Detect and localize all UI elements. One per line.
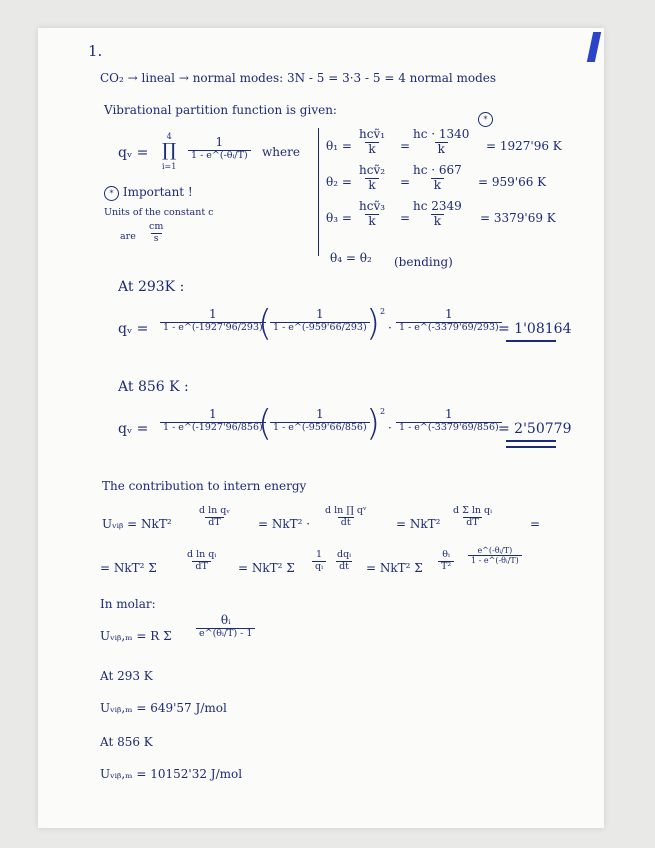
uvib1-f2 [322,506,369,529]
product-operator [162,132,176,171]
result856-value: Uᵥᵢᵦ,ₘ = 10152'32 J/mol [100,767,243,781]
molar-fraction [196,614,255,640]
at293-t1-den: 1 - e^(-1927'96/293) [160,322,266,334]
uvib2-f3-num: dqᵢ [337,549,352,560]
at293-paren-close: ) [366,303,381,344]
uvib2-f2 [312,550,326,573]
at856-square: 2 [380,407,386,416]
qv-lhs: qᵥ = [118,145,149,161]
at856-term3 [396,408,502,434]
uvib1-mid: = NkT² · [258,517,311,531]
uvib2-f2-num: 1 [315,549,323,560]
at293-square: 2 [380,307,386,316]
theta1-equals: = [400,139,411,153]
at293-underline [506,340,556,342]
molar-num: θᵢ [220,613,231,627]
where-label: where [262,145,300,159]
at293-t3-den: 1 - e^(-3379'69/293) [396,322,502,334]
uvib2-f5 [468,546,522,565]
qv-fraction [188,136,251,162]
qv-denominator: 1 - e^(-θᵢ/T) [188,150,251,162]
theta3-equals: = [400,211,411,225]
at293-dot: · [388,321,392,335]
uvib2-f4-den: T² [438,561,454,573]
at856-underline-2 [506,446,556,448]
at293-lhs: qᵥ = [118,321,149,337]
note-star: * [104,186,119,201]
important-note [104,186,193,201]
molar-heading: In molar: [100,597,156,611]
uvib2-f1-den: dT [192,561,210,573]
uvib1-mid2: = NkT² [396,517,441,531]
note-line2: are [120,231,136,242]
note-unit-den: s [151,233,162,245]
uvib2-f3-den: dt [336,561,352,573]
theta1-value [410,128,472,157]
theta4-bending: (bending) [394,255,453,269]
uvib2-lhs: = NkT² Σ [100,561,157,575]
theta1-val-num: hc · 1340 [413,127,470,141]
at293-t3-num: 1 [445,307,453,321]
result293-heading: At 293 K [100,669,153,683]
uvib2-f5-num: e^(-θᵢ/T) [477,546,513,555]
theta2-result: = 959'66 K [478,175,547,189]
at856-t1-den: 1 - e^(-1927'96/856) [160,422,266,434]
uvib2-f1-num: d ln qᵢ [187,549,217,560]
theta1-val-den: k [435,142,448,157]
at293-t2-den: 1 - e^(-959'66/293) [270,322,370,334]
at293-t1-num: 1 [209,307,217,321]
note-unit [146,222,166,245]
note-line1: Units of the constant c [104,207,214,218]
problem-number: 1. [88,42,103,60]
at293-term2 [270,308,370,334]
contribution-heading: The contribution to intern energy [102,479,307,493]
uvib1-f1-den: dT [205,517,223,529]
note-title: Important ! [122,185,193,199]
at856-lhs: qᵥ = [118,421,149,437]
theta2-equals: = [400,175,411,189]
at856-term2 [270,408,370,434]
theta2-sym-num: hcṽ₂ [359,163,386,177]
uvib1-end: = [530,517,541,531]
theta2-lhs: θ₂ = [326,175,352,189]
theta3-lhs: θ₃ = [326,211,352,225]
at856-t1-num: 1 [209,407,217,421]
uvib1-f3 [450,506,495,529]
partition-intro: Vibrational partition function is given: [104,103,337,117]
uvib2-f5-den: 1 - e^(-θᵢ/T) [468,555,522,565]
at293-term3 [396,308,502,334]
uvib1-f3-den: dT [463,517,481,529]
theta1-sym-num: hcṽ₁ [359,127,386,141]
theta1-star [478,112,493,127]
at293-paren-open: ( [258,303,273,344]
theta1-sym-den: k [365,142,378,157]
uvib1-lhs: Uᵥᵢᵦ = NkT² [102,517,172,531]
at856-heading: At 856 K : [118,379,189,395]
theta3-value [410,200,465,229]
product-top: 4 [166,132,172,141]
theta3-sym-den: k [365,214,378,229]
theta3-symbolic [356,200,388,229]
theta3-val-num: hc 2349 [413,199,462,213]
theta4-lhs: θ₄ = θ₂ [330,251,372,265]
at856-underline-1 [506,440,556,442]
uvib2-mid: = NkT² Σ [238,561,295,575]
result293-value: Uᵥᵢᵦ,ₘ = 649'57 J/mol [100,701,227,715]
result856-heading: At 856 K [100,735,153,749]
at856-dot: · [388,421,392,435]
theta2-symbolic [356,164,388,193]
theta2-val-num: hc · 667 [413,163,462,177]
at856-t3-den: 1 - e^(-3379'69/856) [396,422,502,434]
at856-term1 [160,408,266,434]
at293-result: = 1'08164 [498,321,572,337]
uvib1-f1 [196,506,233,529]
uvib2-f2-den: qᵢ [312,561,326,573]
uvib2-mid2: = NkT² Σ [366,561,423,575]
theta3-result: = 3379'69 K [480,211,556,225]
note-unit-num: cm [149,221,164,232]
theta2-sym-den: k [365,178,378,193]
uvib2-f4-num: θᵢ [442,549,450,560]
product-symbol: ∏ [162,140,177,162]
theta3-sym-num: hcṽ₃ [359,199,386,213]
brace-divider [318,128,319,256]
at856-t2-den: 1 - e^(-959'66/856) [270,422,370,434]
theta3-val-den: k [431,214,444,229]
uvib1-f2-den: dt [338,517,354,529]
uvib1-f2-num: d ln ∏ qᵛ [325,505,367,516]
at293-heading: At 293K : [118,279,185,295]
uvib2-f1 [184,550,219,573]
theta1-lhs: θ₁ = [326,139,352,153]
theta1-result: = 1927'96 K [486,139,562,153]
star-marker: * [478,112,493,127]
molar-lhs: Uᵥᵢᵦ,ₘ = R Σ [100,629,172,643]
uvib1-f1-num: d ln qᵥ [199,505,230,516]
at293-t2-num: 1 [316,307,324,321]
at856-t3-num: 1 [445,407,453,421]
at856-paren-open: ( [258,403,273,444]
theta2-value [410,164,465,193]
uvib2-f3 [334,550,354,573]
normal-modes-line: CO₂ → lineal → normal modes: 3N - 5 = 3·3 - 5 = 4 normal modes [100,71,497,85]
product-bottom: i=1 [162,161,177,171]
theta2-val-den: k [431,178,444,193]
qv-numerator: 1 [215,135,224,149]
molar-den: e^(θᵢ/T) - 1 [196,628,255,640]
at856-paren-close: ) [366,403,381,444]
at856-t2-num: 1 [316,407,324,421]
uvib2-f4 [438,550,454,573]
at856-result: = 2'50779 [498,421,572,437]
at293-term1 [160,308,266,334]
uvib1-f3-num: d Σ ln qᵢ [453,505,493,516]
theta1-symbolic [356,128,388,157]
